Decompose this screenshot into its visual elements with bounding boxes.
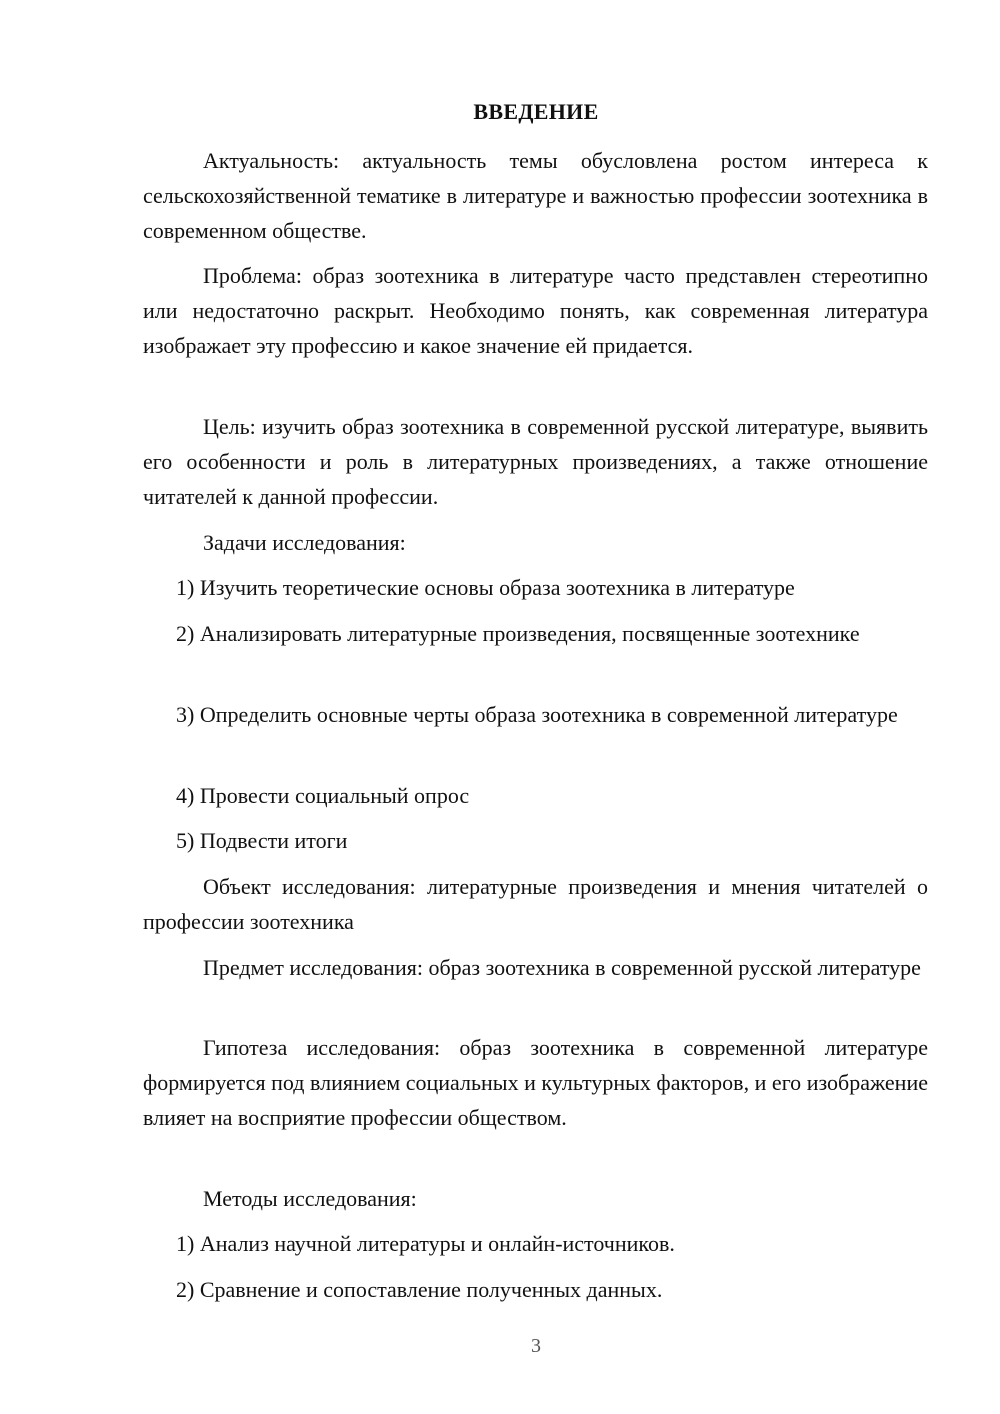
method-item-1: 1) Анализ научной литературы и онлайн-источников. <box>176 1231 675 1256</box>
task-item-4: 4) Провести социальный опрос <box>176 783 470 808</box>
relevance-paragraph: Актуальность: актуальность темы обусловлена ростом интереса к сельскохозяйственной тематике в литературе и важностью профессии зоотехника в современном обществе. <box>143 148 928 243</box>
task-item-5: 5) Подвести итоги <box>176 828 348 853</box>
page-title: ВВЕДЕНИЕ <box>473 99 599 124</box>
methods-heading: Методы исследования: <box>203 1186 417 1211</box>
subject-paragraph: Предмет исследования: образ зоотехника в современной русской литературе <box>203 955 921 980</box>
hypothesis-paragraph: Гипотеза исследования: образ зоотехника в современной литературе формируется под влиянием социальных и культурных факторов, и его изображение влияет на восприятие профессии обществом. <box>143 1035 928 1130</box>
object-paragraph: Объект исследования: литературные произведения и мнения читателей о профессии зоотехника <box>143 874 928 934</box>
tasks-heading: Задачи исследования: <box>203 530 406 555</box>
goal-paragraph: Цель: изучить образ зоотехника в современной русской литературе, выявить его особенности и роль в литературных произведениях, а также отношение читателей к данной профессии. <box>143 414 928 509</box>
task-item-3: 3) Определить основные черты образа зоотехника в современной литературе <box>176 702 898 727</box>
problem-paragraph: Проблема: образ зоотехника в литературе часто представлен стереотипно или недостаточно раскрыт. Необходимо понять, как современная литература изображает эту профессию и какое значение ей придается. <box>143 263 928 358</box>
method-item-2: 2) Сравнение и сопоставление полученных данных. <box>176 1277 663 1302</box>
task-item-1: 1) Изучить теоретические основы образа зоотехника в литературе <box>176 575 795 600</box>
task-item-2: 2) Анализировать литературные произведения, посвященные зоотехнике <box>176 621 860 646</box>
page-number: 3 <box>531 1335 541 1357</box>
